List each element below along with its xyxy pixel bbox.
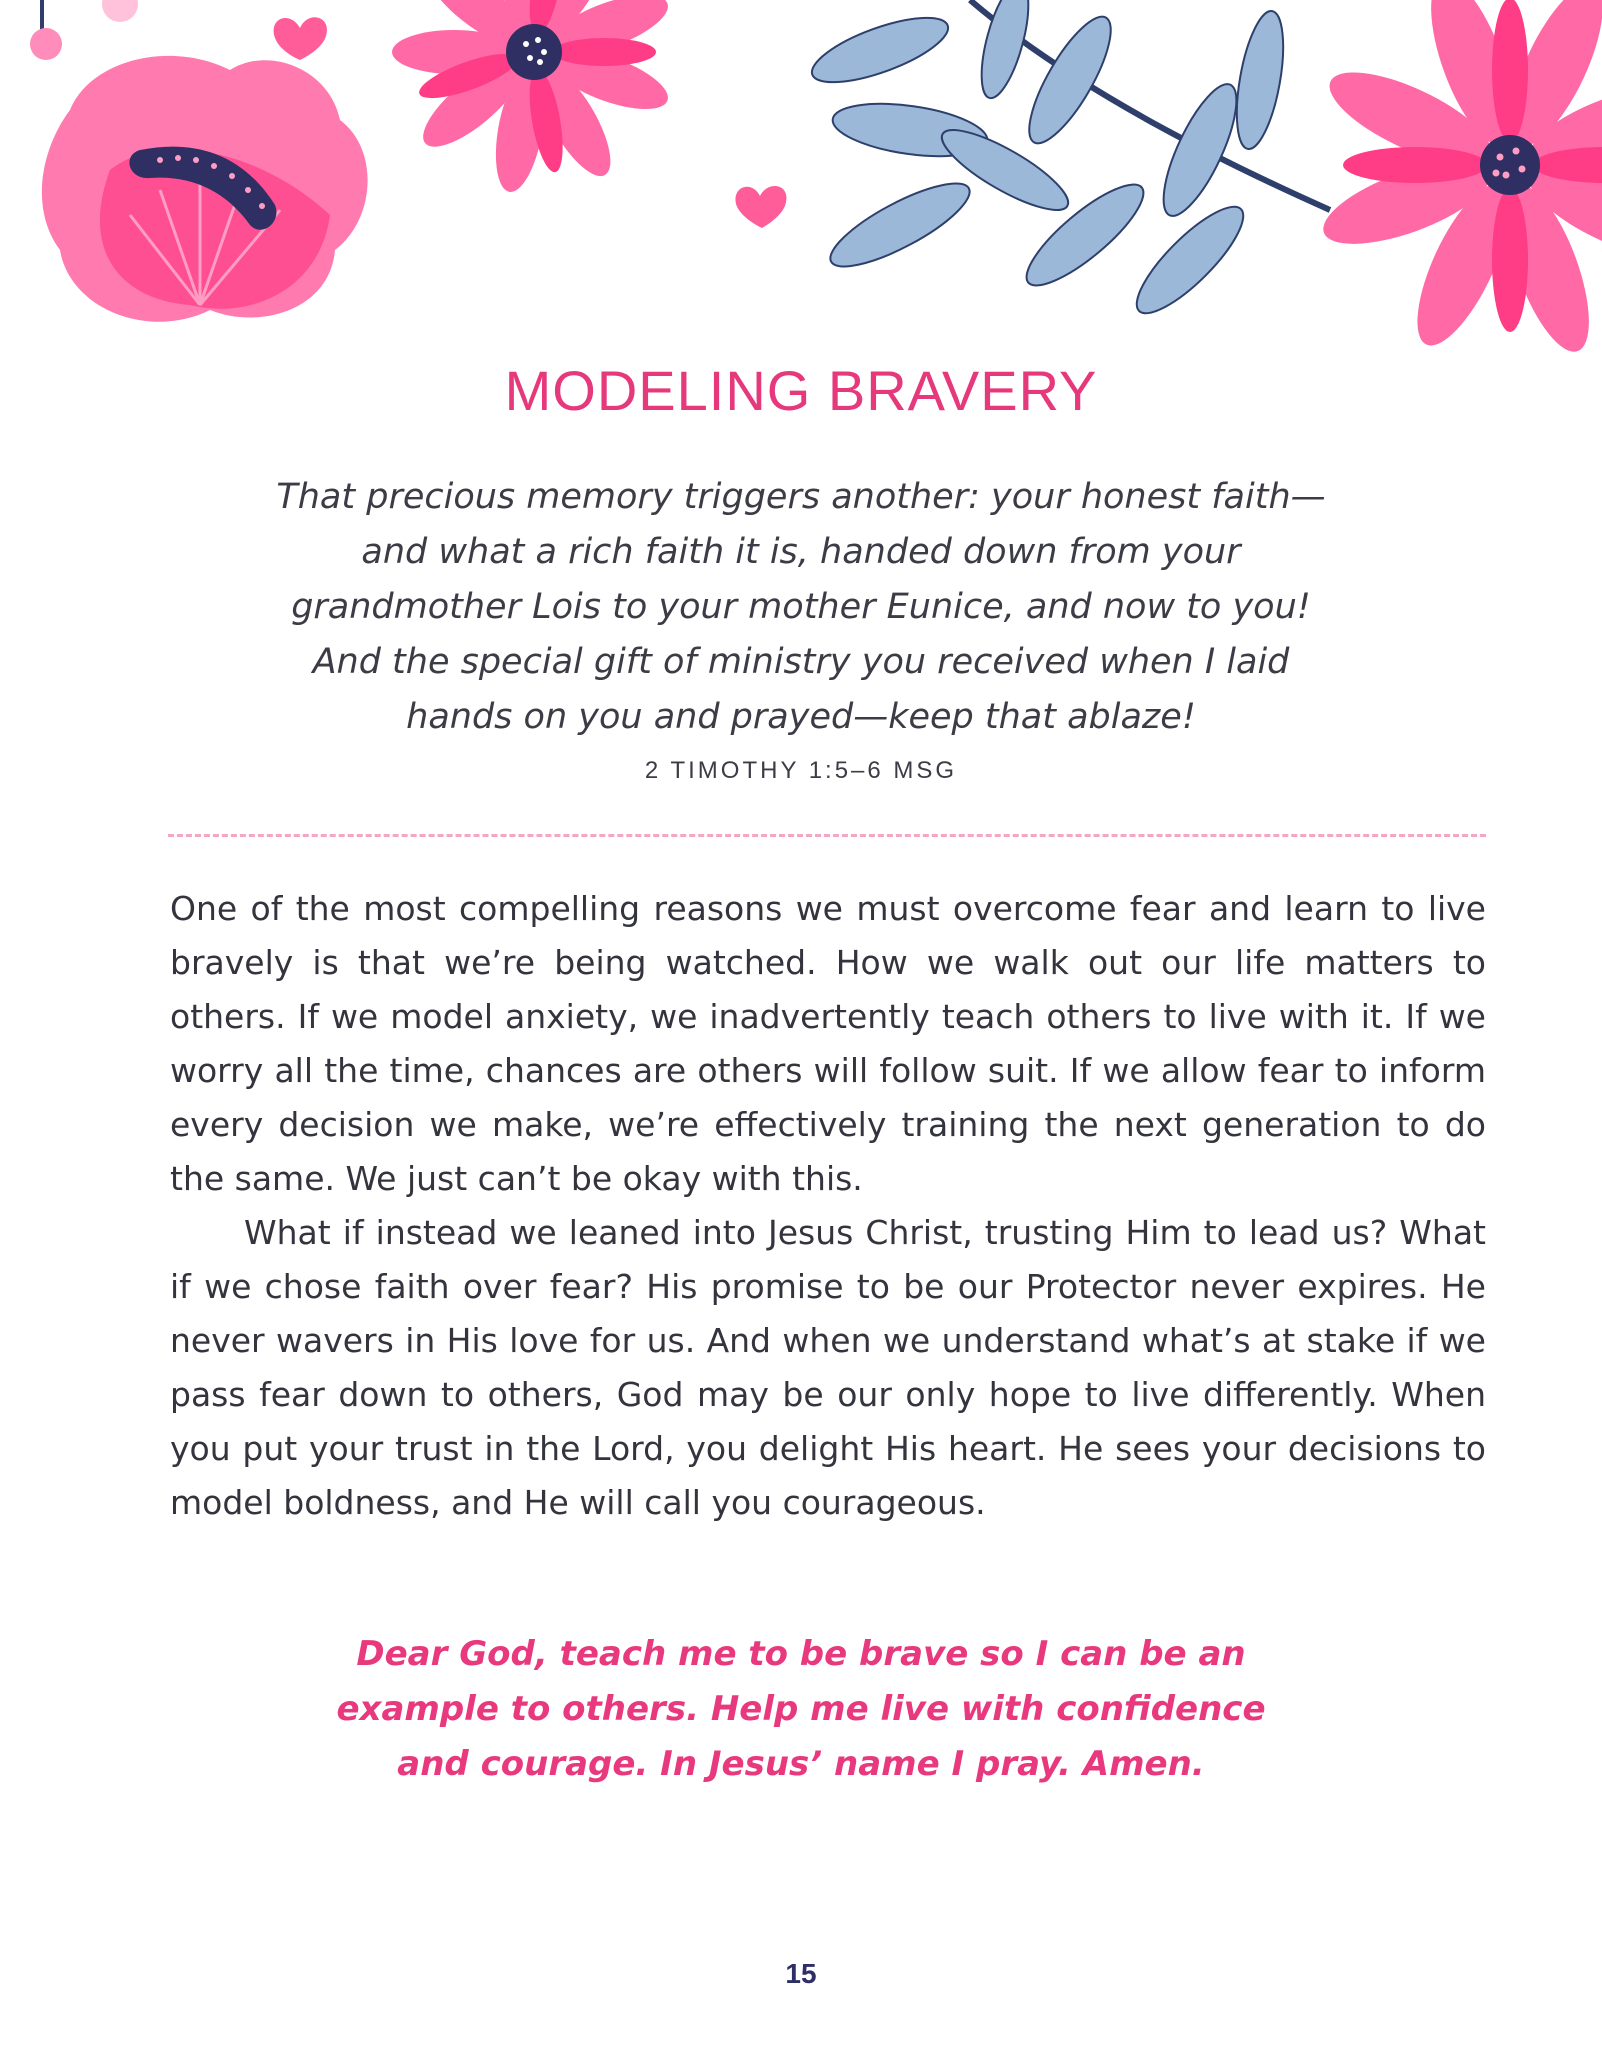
devotional-body — [170, 882, 1486, 1530]
body-paragraph: One of the most compelling reasons we must overcome fear and learn to live bravely is that we’re being watched. How we walk out our life matters to others. If we model anxiety, we inadvertently teach others to live with it. If we worry all the time, chances are others will follow suit. If we allow fear to inform every decision we make, we’re effectively training the next generation to do the same. We just can’t be okay with this. — [170, 889, 1486, 1198]
page-title: MODELING BRAVERY — [504, 359, 1098, 422]
body-paragraph: What if instead we leaned into Jesus Christ, trusting Him to lead us? What if we chose faith over fear? His promise to be our Protector never expires. He never wavers in His love for us. And when we understand what’s at stake if we pass fear down to others, God may be our only hope to live differently. When you put your trust in the Lord, you delight His heart. He sees your decisions to model boldness, and He will call you courageous. — [170, 1213, 1486, 1522]
scripture-reference: 2 TIMOTHY 1:5–6 MSG — [644, 757, 958, 784]
bud-icon — [30, 0, 138, 60]
dashed-divider — [168, 834, 1486, 837]
poppy-flower-icon — [42, 56, 368, 322]
daisy-flower-icon — [1314, 0, 1602, 361]
daisy-flower-icon — [392, 0, 675, 196]
leaf-branch-icon — [805, 0, 1330, 326]
page-number: 15 — [785, 1958, 817, 1989]
heart-icon — [274, 17, 327, 60]
heart-icon — [735, 186, 786, 228]
prayer-text: Dear God, teach me to be brave so I can be an example to others. Help me live with confidence and courage. In Jesus’ name I pray. Amen. — [336, 1634, 1266, 1784]
floral-header-illustration — [0, 0, 1602, 420]
scripture-quote: That precious memory triggers another: your honest faith—and what a rich faith it is, handed down from your grandmother Lois to your mother Eunice, and now to you! And the special gift of ministry you received when I laid hands on you and prayed—keep that ablaze! — [276, 477, 1326, 737]
